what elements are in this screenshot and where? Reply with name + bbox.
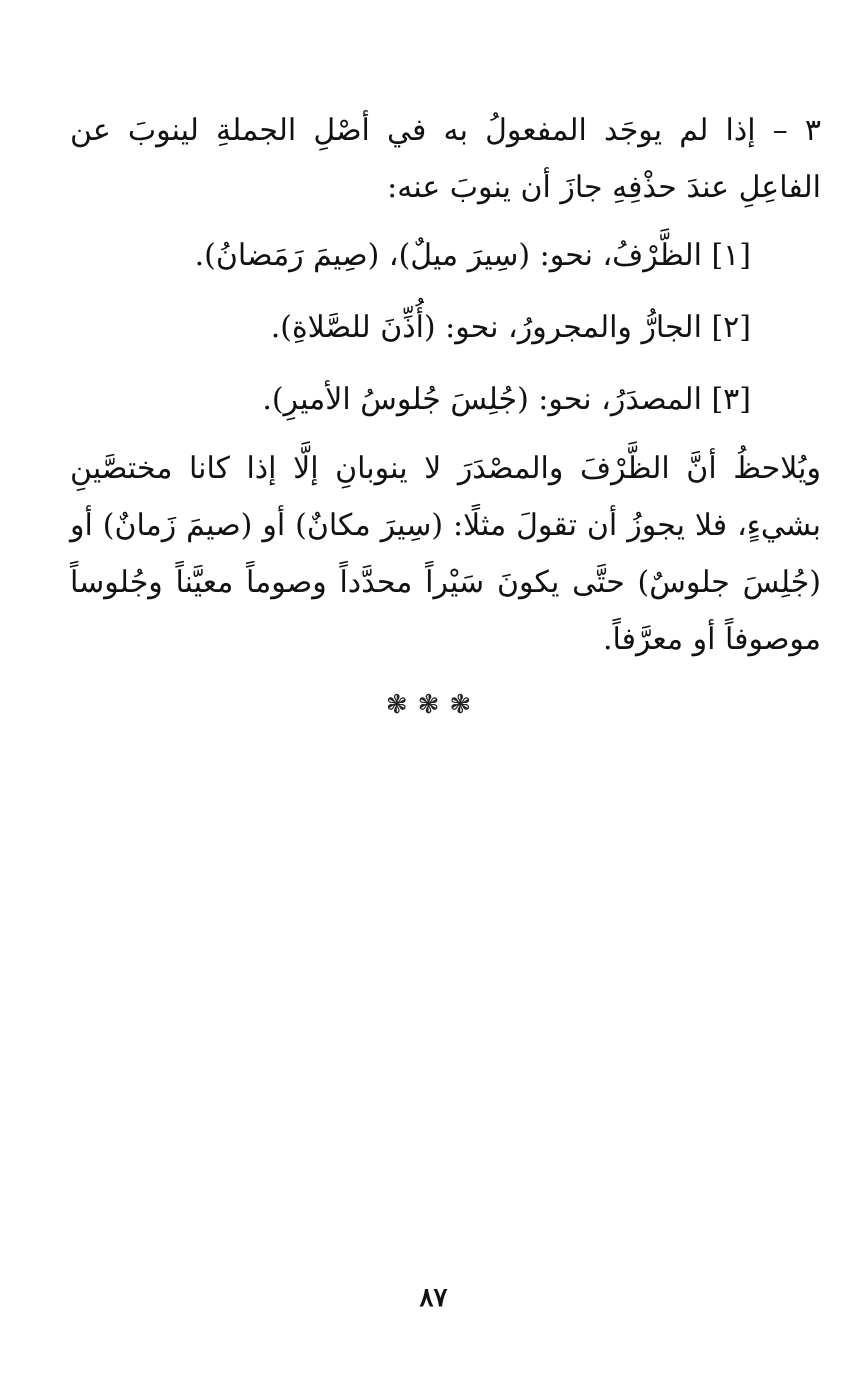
text-body xyxy=(70,102,821,668)
page-number: ٨٧ xyxy=(419,1283,448,1313)
paragraph-note: ويُلاحظُ أنَّ الظَّرْفَ والمصْدَرَ لا ينوبانِ إلَّا إذا كانا مختصَّينِ بشيءٍ، فلا يجوزُ أن تقولَ مثلًا: (سِيرَ مكانٌ) أو (صيمَ زَمانٌ) أو (جُلِسَ جلوسٌ) حتَّى يكونَ سَيْراً محدَّداً وصوماً معيَّناً وجُلوساً موصوفاً أو معرَّفاً. xyxy=(70,451,821,657)
list-item-adverb: [١] الظَّرْفُ، نحو: (سِيرَ ميلٌ)، (صِيمَ رَمَضانُ). xyxy=(194,238,751,273)
list-item-verbal-noun: [٣] المصدَرُ، نحو: (جُلِسَ جُلوسُ الأميرِ). xyxy=(262,382,751,417)
paragraph-rule-3: ٣ – إذا لم يوجَد المفعولُ به في أصْلِ الجملةِ لينوبَ عن الفاعِلِ عندَ حذْفِهِ جازَ أن ينوبَ عنه: xyxy=(70,113,821,205)
list-item-prepositional-phrase: [٢] الجارُّ والمجرورُ، نحو: (أُذِّنَ للصَّلاةِ). xyxy=(270,310,751,345)
section-divider-ornament: ❃❃❃ xyxy=(385,690,482,720)
